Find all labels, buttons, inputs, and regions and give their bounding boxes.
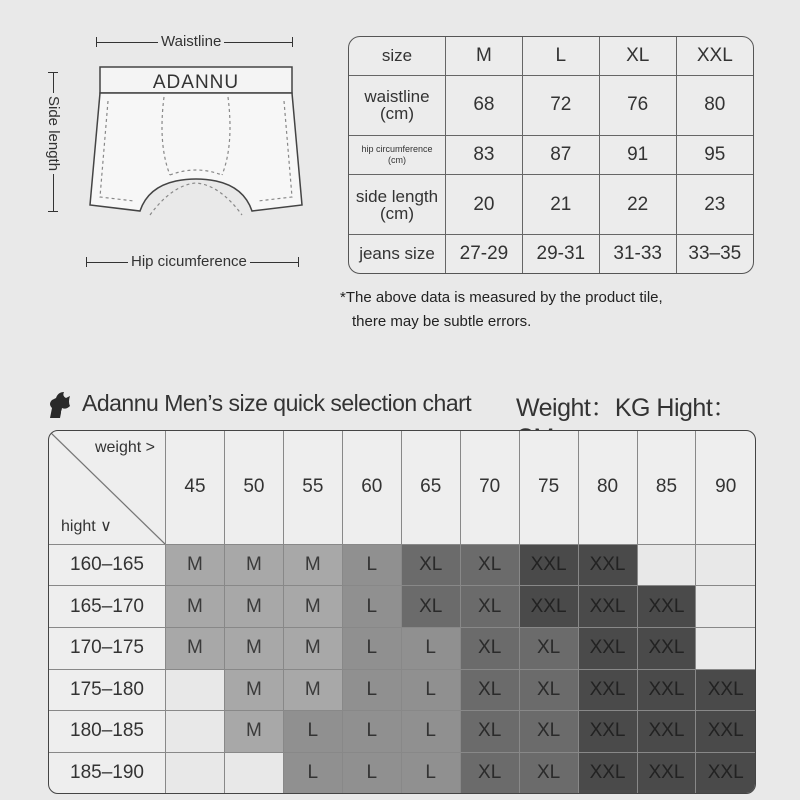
size-cell [166, 669, 225, 711]
hip-circumference-label: Hip cicumference [128, 253, 250, 270]
dim-tick [298, 257, 299, 267]
dim-tick [292, 37, 293, 47]
height-label: 170–175 [49, 627, 166, 669]
size-cell: XL [460, 711, 519, 753]
size-cell: L [401, 711, 460, 753]
size-cell: M [283, 669, 342, 711]
size-cell [696, 586, 755, 628]
size-cell: M [166, 544, 225, 586]
height-row [49, 544, 755, 586]
size-cell: XL [401, 544, 460, 586]
size-cell: XXL [578, 627, 637, 669]
measurement-row [349, 175, 753, 235]
header-cell: XXL [676, 37, 753, 75]
measurement-value: 87 [522, 135, 599, 174]
size-cell: XXL [578, 669, 637, 711]
size-cell: XL [460, 669, 519, 711]
size-cell: L [342, 544, 401, 586]
measurement-label [349, 175, 446, 235]
measurement-value: 33–35 [676, 234, 753, 273]
size-cell: XXL [578, 711, 637, 753]
size-selection-chart [48, 430, 756, 794]
weight-header-cell: 85 [637, 431, 696, 544]
size-cell: XL [519, 669, 578, 711]
size-cell: L [342, 711, 401, 753]
size-cell: XXL [637, 752, 696, 793]
measurement-row [349, 75, 753, 135]
label-line: hip circumference [361, 143, 433, 154]
measurements-header-row [349, 37, 753, 75]
size-cell: M [224, 669, 283, 711]
label-line: side length [355, 186, 439, 206]
size-grid [49, 431, 755, 793]
measurements-grid [349, 37, 753, 273]
height-axis-label: hight ∨ [61, 517, 112, 535]
label-line: (cm) [388, 154, 406, 165]
size-cell [166, 752, 225, 793]
brand-logo-icon [44, 388, 76, 420]
measurement-value: 21 [522, 175, 599, 235]
measurement-row [349, 135, 753, 174]
label-line: (cm) [380, 203, 414, 223]
size-cell: XXL [696, 711, 755, 753]
height-label: 180–185 [49, 711, 166, 753]
size-cell: M [166, 586, 225, 628]
header-cell: M [446, 37, 523, 75]
size-cell: L [401, 752, 460, 793]
label-line: jeans size [359, 244, 435, 264]
size-cell: M [166, 627, 225, 669]
measurement-label [349, 75, 446, 135]
weight-header-cell: 75 [519, 431, 578, 544]
measurement-value: 27-29 [446, 234, 523, 273]
size-cell: L [283, 711, 342, 753]
size-cell: L [283, 752, 342, 793]
measurement-value: 31-33 [599, 234, 676, 273]
size-cell [696, 544, 755, 586]
size-cell: M [224, 711, 283, 753]
size-cell: XXL [637, 627, 696, 669]
size-cell: XXL [637, 711, 696, 753]
measurement-value: 83 [446, 135, 523, 174]
header-cell: L [522, 37, 599, 75]
size-cell: L [401, 669, 460, 711]
size-cell [696, 627, 755, 669]
height-row [49, 669, 755, 711]
label-line: (cm) [380, 104, 414, 124]
size-cell: L [342, 752, 401, 793]
size-cell: M [283, 586, 342, 628]
measurement-value: 29-31 [522, 234, 599, 273]
measurement-value: 72 [522, 75, 599, 135]
size-cell: L [342, 586, 401, 628]
height-label: 160–165 [49, 544, 166, 586]
measurement-value: 80 [676, 75, 753, 135]
size-cell: XL [519, 627, 578, 669]
size-cell: XXL [519, 586, 578, 628]
weight-axis-label: weight > [94, 439, 155, 456]
size-cell: XL [460, 752, 519, 793]
weight-header-cell: 65 [401, 431, 460, 544]
size-cell: XXL [696, 669, 755, 711]
size-cell [166, 711, 225, 753]
product-diagram [20, 25, 320, 285]
size-cell: XL [401, 586, 460, 628]
size-cell: M [283, 627, 342, 669]
size-cell: L [401, 627, 460, 669]
size-cell [224, 752, 283, 793]
weight-header-cell: 70 [460, 431, 519, 544]
measurement-value: 95 [676, 135, 753, 174]
size-cell [637, 544, 696, 586]
measurement-value: 23 [676, 175, 753, 235]
measurement-value: 76 [599, 75, 676, 135]
header-cell: XL [599, 37, 676, 75]
size-cell: XXL [578, 586, 637, 628]
weight-header-cell: 45 [166, 431, 225, 544]
side-length-label: Side length [45, 93, 62, 174]
height-row [49, 586, 755, 628]
size-cell: XL [460, 627, 519, 669]
measurement-value: 22 [599, 175, 676, 235]
size-cell: M [224, 586, 283, 628]
dim-tick [48, 211, 58, 212]
measurement-note [340, 286, 663, 334]
height-label: 185–190 [49, 752, 166, 793]
weight-header-cell: 90 [696, 431, 755, 544]
size-cell: XL [519, 752, 578, 793]
size-cell: XL [460, 544, 519, 586]
measurement-value: 68 [446, 75, 523, 135]
size-cell: XXL [519, 544, 578, 586]
label-line: waistline [364, 87, 430, 107]
weight-header-cell: 50 [224, 431, 283, 544]
size-cell: L [342, 669, 401, 711]
height-row [49, 711, 755, 753]
chart-title: Adannu Men’s size quick selection chart [82, 390, 472, 416]
size-cell: XL [460, 586, 519, 628]
measurement-label [349, 234, 446, 273]
measurement-value: 20 [446, 175, 523, 235]
size-cell: XXL [637, 586, 696, 628]
size-cell: M [283, 544, 342, 586]
measurement-value: 91 [599, 135, 676, 174]
weight-header-cell: 80 [578, 431, 637, 544]
weight-header-cell: 55 [283, 431, 342, 544]
measurement-row [349, 234, 753, 273]
note-line: there may be subtle errors. [352, 313, 532, 330]
measurements-table [348, 36, 754, 274]
size-cell: XXL [578, 752, 637, 793]
weight-header-cell: 60 [342, 431, 401, 544]
height-row [49, 627, 755, 669]
note-line: *The above data is measured by the product tile, [340, 289, 663, 306]
brand-text: ADANNU [152, 72, 240, 93]
size-cell: XXL [637, 669, 696, 711]
weight-header-row [49, 431, 755, 544]
size-cell: M [224, 544, 283, 586]
size-cell: L [342, 627, 401, 669]
height-row [49, 752, 755, 793]
size-cell: XXL [696, 752, 755, 793]
corner-cell [49, 431, 166, 544]
chart-header [40, 388, 760, 422]
height-label: 175–180 [49, 669, 166, 711]
size-cell: XXL [578, 544, 637, 586]
chart-units: Weight：KG Hight： [516, 394, 737, 422]
underwear-icon [86, 65, 306, 245]
height-label: 165–170 [49, 586, 166, 628]
size-cell: XL [519, 711, 578, 753]
measurement-label [349, 135, 446, 174]
size-cell: M [224, 627, 283, 669]
header-cell: size [349, 37, 446, 75]
waistline-label: Waistline [158, 33, 224, 50]
